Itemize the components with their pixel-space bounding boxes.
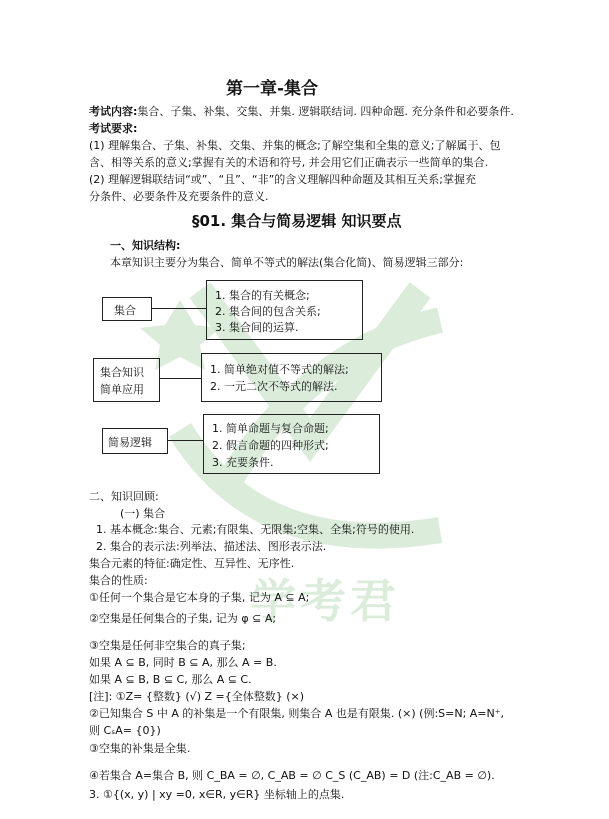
- diagram-logic-item: 1. 简单命题与复合命题;: [212, 422, 329, 435]
- exam-content-line: [89, 103, 514, 119]
- review-item-1: 1. 基本概念:集合、元素;有限集、无限集;空集、全集;符号的使用.: [96, 523, 415, 536]
- requirement-2-line-1: (2) 理解逻辑联结词“或”、“且”、“非”的含义理解四种命题及其相互关系;掌握充: [89, 173, 476, 186]
- review-prop-5: 如果 A ⊆ B, B ⊆ C, 那么 A ⊆ C.: [89, 673, 252, 686]
- structure-heading: 一、知识结构:: [110, 239, 181, 252]
- diagram-box-application-label-2: 简单应用: [100, 383, 144, 396]
- review-item-3: 3. ①{(x, y) | xy =0, x∈R, y∈R} 坐标轴上的点集.: [89, 788, 345, 801]
- diagram-connector: [167, 440, 203, 441]
- diagram-logic-item: 2. 假言命题的四种形式;: [212, 439, 329, 452]
- exam-content-text: 集合、子集、补集、交集、并集. 逻辑联结词. 四种命题. 充分条件和必要条件.: [137, 105, 514, 118]
- review-heading: 二、知识回顾:: [89, 490, 159, 503]
- review-prop-8: ④若集合 A=集合 B, 则 C_BA = ∅, C_AB = ∅ C_S (C_AB) = D (注:C_AB = ∅).: [89, 769, 495, 782]
- diagram-application-item: 1. 简单绝对值不等式的解法;: [210, 363, 349, 376]
- watermark-text: 学考君: [250, 574, 400, 628]
- review-prop-7: ③空集的补集是全集.: [89, 742, 191, 755]
- diagram-application-item: 2. 一元二次不等式的解法.: [210, 380, 338, 393]
- requirement-2-line-2: 分条件、必要条件及充要条件的意义.: [89, 190, 269, 203]
- structure-intro: 本章知识主要分为集合、简单不等式的解法(集合化简)、简易逻辑三部分:: [110, 256, 464, 269]
- review-item-2: 2. 集合的表示法:列举法、描述法、图形表示法.: [96, 540, 327, 553]
- diagram-set-item: 1. 集合的有关概念;: [215, 289, 310, 302]
- diagram-set-item: 2. 集合间的包含关系;: [215, 305, 321, 318]
- review-features: 集合元素的特征:确定性、互异性、无序性.: [89, 557, 295, 570]
- diagram-box-set-label: 集合: [114, 304, 136, 317]
- requirement-1-line-2: 含、相等关系的意义;掌握有关的术语和符号, 并会用它们正确表示一些简单的集合.: [89, 156, 489, 169]
- diagram-connector: [151, 308, 206, 309]
- review-prop-6-line-1: ②已知集合 S 中 A 的补集是一个有限集, 则集合 A 也是有限集. (×) (例:S=N; A=N⁺,: [89, 707, 505, 720]
- diagram-connector: [159, 378, 201, 379]
- review-subheading: (一) 集合: [120, 507, 166, 520]
- diagram-set-item: 3. 集合间的运算.: [215, 321, 299, 334]
- review-prop-3: ③空集是任何非空集合的真子集;: [89, 639, 246, 652]
- diagram-box-logic-label: 简易逻辑: [108, 436, 152, 449]
- review-prop-1: ①任何一个集合是它本身的子集, 记为 A ⊆ A;: [89, 591, 310, 604]
- diagram-logic-item: 3. 充要条件.: [212, 456, 274, 469]
- section-title: §01. 集合与简易逻辑 知识要点: [192, 212, 402, 230]
- review-prop-6-line-2: 则 CₛA= {0}): [89, 724, 161, 737]
- review-prop-2: ②空集是任何集合的子集, 记为 φ ⊆ A;: [89, 612, 277, 625]
- exam-content-label: 考试内容:: [89, 105, 138, 118]
- exam-requirements-label: 考试要求:: [89, 122, 138, 135]
- review-note: [注]: ①Z= {整数} (√) Z ={全体整数} (×): [89, 690, 305, 703]
- requirement-1-line-1: (1) 理解集合、子集、补集、交集、并集的概念;了解空集和全集的意义;了解属于、包: [89, 139, 501, 152]
- chapter-title: 第一章-集合: [226, 79, 319, 99]
- review-props-heading: 集合的性质:: [89, 574, 148, 587]
- diagram-box-application-label-1: 集合知识: [100, 366, 144, 379]
- review-prop-4: 如果 A ⊆ B, 同时 B ⊆ A, 那么 A = B.: [89, 656, 277, 669]
